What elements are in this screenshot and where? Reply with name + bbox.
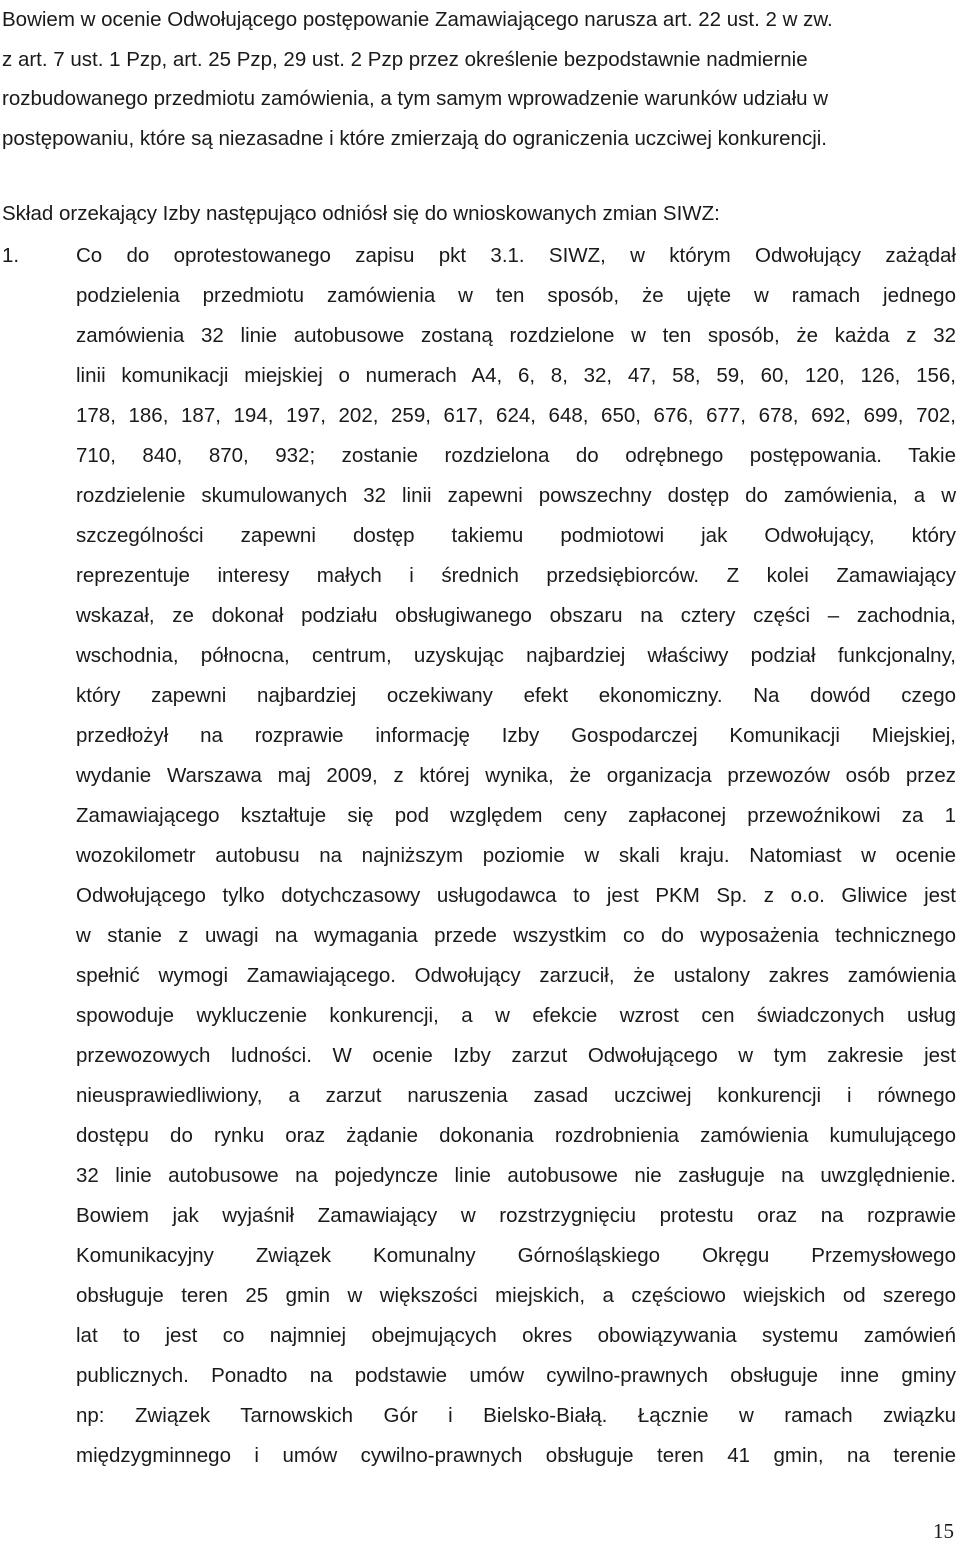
text-line: wydanie Warszawa maj 2009, z której wynika, że organizacja przewozów osób przez bbox=[76, 764, 956, 787]
text-line: publicznych. Ponadto na podstawie umów cywilno-prawnych obsługuje inne gminy bbox=[76, 1364, 956, 1387]
text-line: 32 linie autobusowe na pojedyncze linie autobusowe nie zasługuje na uwzględnienie. bbox=[76, 1164, 956, 1187]
text-line: dostępu do rynku oraz żądanie dokonania rozdrobnienia zamówienia kumulującego bbox=[76, 1124, 956, 1147]
text-line: spełnić wymogi Zamawiającego. Odwołujący zarzucił, że ustalony zakres zamówienia bbox=[76, 964, 956, 987]
text-line: Bowiem jak wyjaśnił Zamawiający w rozstrzygnięciu protestu oraz na rozprawie bbox=[76, 1204, 956, 1227]
text-line: wschodnia, północna, centrum, uzyskując najbardziej właściwy podział funkcjonalny, bbox=[76, 644, 956, 667]
text-line: który zapewni najbardziej oczekiwany efekt ekonomiczny. Na dowód czego bbox=[76, 684, 956, 707]
text-line: Odwołującego tylko dotychczasowy usługodawca to jest PKM Sp. z o.o. Gliwice jest bbox=[76, 884, 956, 907]
text-line: podzielenia przedmiotu zamówienia w ten sposób, że ujęte w ramach jednego bbox=[76, 284, 956, 307]
text-line: np: Związek Tarnowskich Gór i Bielsko-Białą. Łącznie w ramach związku bbox=[76, 1404, 956, 1427]
lead-sentence: Skład orzekający Izby następująco odniósł się do wnioskowanych zmian SIWZ: bbox=[2, 202, 720, 225]
text-line: przewozowych ludności. W ocenie Izby zarzut Odwołującego w tym zakresie jest bbox=[76, 1044, 956, 1067]
text-line: rozbudowanego przedmiotu zamówienia, a tym samym wprowadzenie warunków udziału w bbox=[2, 87, 829, 110]
text-line: postępowaniu, które są niezasadne i które zmierzają do ograniczenia uczciwej konkurencji. bbox=[2, 126, 827, 150]
text-line: wskazał, ze dokonał podziału obsługiwanego obszaru na cztery części – zachodnia, bbox=[76, 604, 956, 627]
text-line: rozdzielenie skumulowanych 32 linii zapewni powszechny dostęp do zamówienia, a w bbox=[76, 484, 956, 507]
text-line: międzygminnego i umów cywilno-prawnych obsługuje teren 41 gmin, na terenie bbox=[76, 1444, 956, 1467]
text-line: przedłożył na rozprawie informację Izby Gospodarczej Komunikacji Miejskiej, bbox=[76, 724, 956, 747]
text-line: zamówienia 32 linie autobusowe zostaną rozdzielone w ten sposób, że każda z 32 bbox=[76, 324, 956, 347]
numbered-item bbox=[2, 236, 956, 1476]
text-line: nieusprawiedliwiony, a zarzut naruszenia zasad uczciwej konkurencji i równego bbox=[76, 1084, 956, 1107]
text-line: lat to jest co najmniej obejmujących okres obowiązywania systemu zamówień bbox=[76, 1324, 956, 1347]
text-line: Komunikacyjny Związek Komunalny Górnośląskiego Okręgu Przemysłowego bbox=[76, 1244, 956, 1267]
item-body bbox=[76, 236, 956, 1476]
text-line: z art. 7 ust. 1 Pzp, art. 25 Pzp, 29 ust. 2 Pzp przez określenie bezpodstawnie nadmiernie bbox=[2, 47, 808, 71]
text-line: linii komunikacji miejskiej o numerach A4, 6, 8, 32, 47, 58, 59, 60, 120, 126, 156, bbox=[76, 364, 956, 387]
intro-paragraph bbox=[2, 0, 956, 158]
text-line: spowoduje wykluczenie konkurencji, a w efekcie wzrost cen świadczonych usług bbox=[76, 1004, 956, 1027]
text-line: wozokilometr autobusu na najniższym poziomie w skali kraju. Natomiast w ocenie bbox=[76, 844, 956, 867]
text-line: reprezentuje interesy małych i średnich przedsiębiorców. Z kolei Zamawiający bbox=[76, 564, 956, 587]
text-line: 178, 186, 187, 194, 197, 202, 259, 617, 624, 648, 650, 676, 677, 678, 692, 699, 702, bbox=[76, 404, 956, 427]
text-line: 710, 840, 870, 932; zostanie rozdzielona do odrębnego postępowania. Takie bbox=[76, 444, 956, 467]
text-line: Co do oprotestowanego zapisu pkt 3.1. SIWZ, w którym Odwołujący zażądał bbox=[76, 244, 956, 267]
page-number: 15 bbox=[933, 1519, 954, 1543]
item-number: 1. bbox=[2, 244, 20, 267]
text-line: w stanie z uwagi na wymagania przede wszystkim co do wyposażenia technicznego bbox=[76, 924, 956, 947]
text-line: Zamawiającego kształtuje się pod względem ceny zapłaconej przewoźnikowi za 1 bbox=[76, 804, 956, 827]
text-line: obsługuje teren 25 gmin w większości miejskich, a częściowo wiejskich od szerego bbox=[76, 1284, 956, 1307]
text-line: Bowiem w ocenie Odwołującego postępowanie Zamawiającego narusza art. 22 ust. 2 w zw. bbox=[2, 8, 833, 31]
text-line: szczególności zapewni dostęp takiemu podmiotowi jak Odwołujący, który bbox=[76, 524, 956, 547]
